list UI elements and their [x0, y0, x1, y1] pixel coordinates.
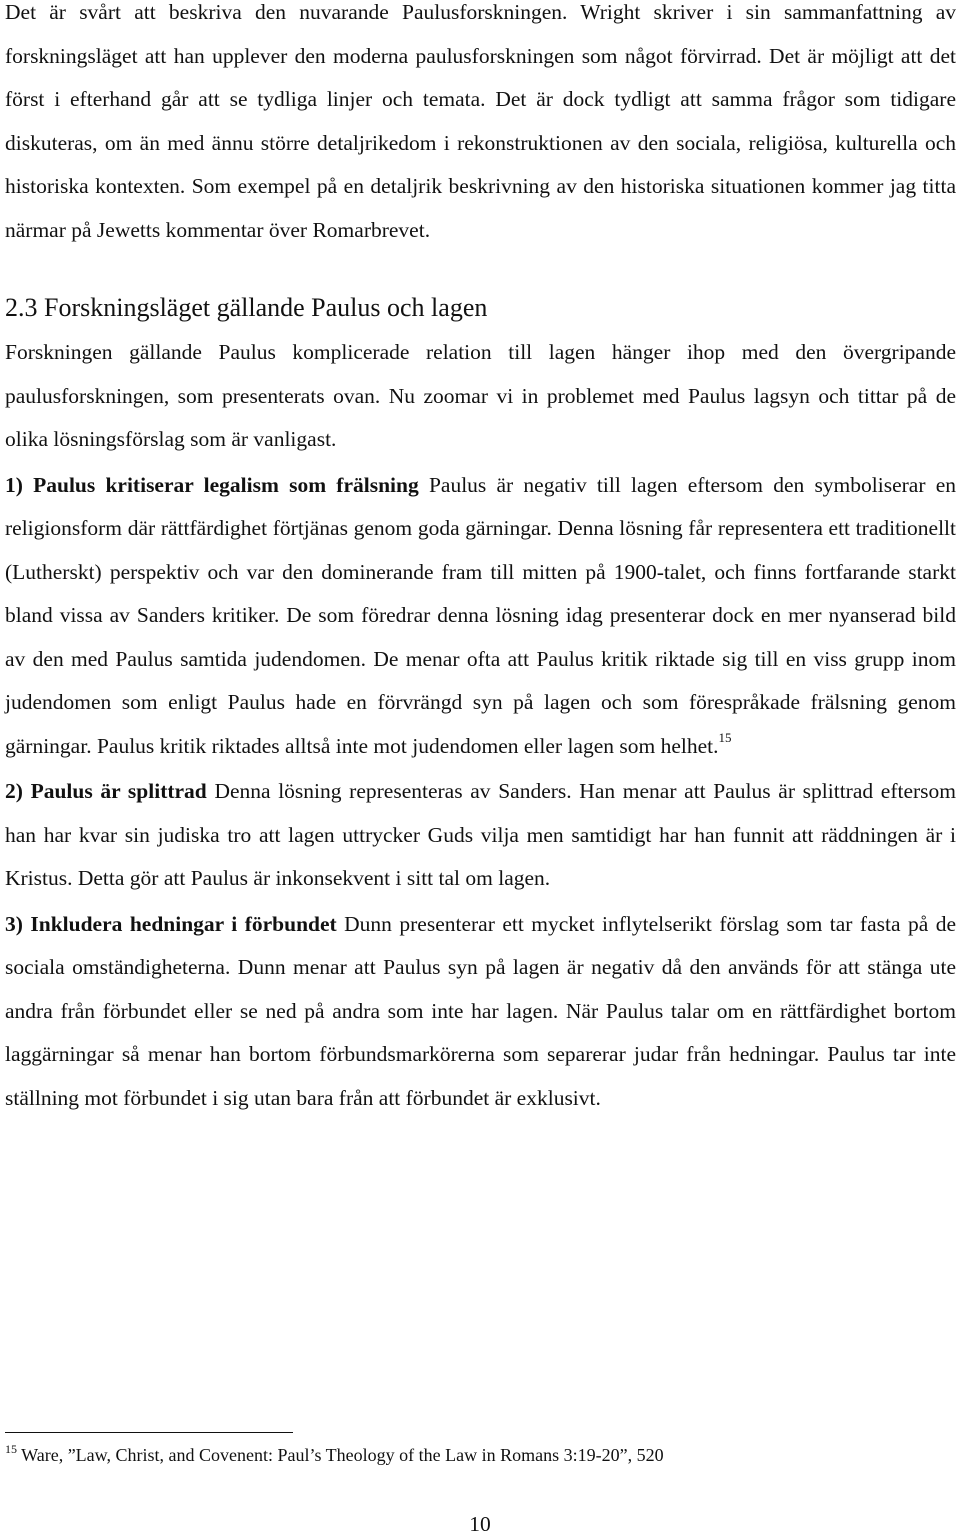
footnote-text: Ware, ”Law, Christ, and Covenent: Paul’s Theology of the Law in Romans 3:19-20”, 520	[17, 1445, 664, 1465]
footnote-number: 15	[5, 1442, 17, 1456]
solution-text: Paulus är negativ till lagen eftersom den symboliserar en religionsform där rättfärdighet förtjänas genom goda gärningar. Denna lösning får representera ett traditionellt (Lutherskt) perspektiv och var den dominerande fram till mitten på 1900-talet, och finns fortfarande starkt bland vissa av Sanders kritiker. De som föredrar denna lösning idag presenterar dock en mer nyanserad bild av den med Paulus samtida judendomen. De menar ofta att Paulus kritik riktade sig till en viss grupp inom judendomen som enligt Paulus hade en förvrängd syn på lagen och som förespråkade frälsning genom gärningar. Paulus kritik riktades alltså inte mot judendomen eller lagen som helhet.	[5, 472, 956, 758]
intro-paragraph: Det är svårt att beskriva den nuvarande Paulusforskningen. Wright skriver i sin sammanfattning av forskningsläget att han upplever den moderna paulusforskningen som något förvirrad. Det är möjligt att det först i efterhand går att se tydliga linjer och temata. Det är dock tydligt att samma frågor som tidigare diskuteras, om än med ännu större detaljrikedom i rekonstruktionen av den sociala, religiösa, kulturella och historiska kontexten. Som exempel på en detaljrik beskrivning av den historiska situationen kommer jag titta närmar på Jewetts kommentar över Romarbrevet.	[5, 0, 956, 242]
solution-item-3	[5, 903, 956, 1121]
solution-title: 3) Inkludera hedningar i förbundet	[5, 911, 337, 936]
document-page	[5, 0, 956, 1120]
solution-text: Dunn presenterar ett mycket inflytelserikt förslag som tar fasta på de sociala omständigheterna. Dunn menar att Paulus syn på lagen är negativ då den används för att stänga ute andra från förbundet eller se ned på andra som inte har lagen. När Paulus talar om en rättfärdighet bortom laggärningar så menar han bortom förbundsmarkörerna som separerar judar från hedningar. Paulus tar inte ställning mot förbundet i sig utan bara från att förbundet är exklusivt.	[5, 911, 957, 1110]
solution-title: 2) Paulus är splittrad	[5, 779, 207, 803]
solution-item-2	[5, 770, 956, 901]
solution-item-1	[5, 464, 956, 769]
section-heading: 2.3 Forskningsläget gällande Paulus och lagen	[5, 293, 488, 322]
solution-title: 1) Paulus kritiserar legalism som frälsning	[5, 472, 419, 497]
footnote-divider	[5, 1432, 293, 1433]
footnote-ref[interactable]: 15	[718, 729, 732, 745]
section-paragraph: Forskningen gällande Paulus komplicerade relation till lagen hänger ihop med den övergripande paulusforskningen, som presenterats ovan. Nu zoomar vi in problemet med Paulus lagsyn och tittar på de olika lösningsförslag som är vanligast.	[5, 340, 956, 451]
footnote	[5, 1440, 945, 1470]
solution-text: Denna lösning representeras av Sanders. Han menar att Paulus är splittrad eftersom han har kvar sin judiska tro att lagen uttrycker Guds vilja men samtidigt har han funnit att räddningen är i Kristus. Detta gör att Paulus är inkonsekvent i sitt tal om lagen.	[5, 779, 956, 890]
page-number: 10	[469, 1512, 491, 1536]
